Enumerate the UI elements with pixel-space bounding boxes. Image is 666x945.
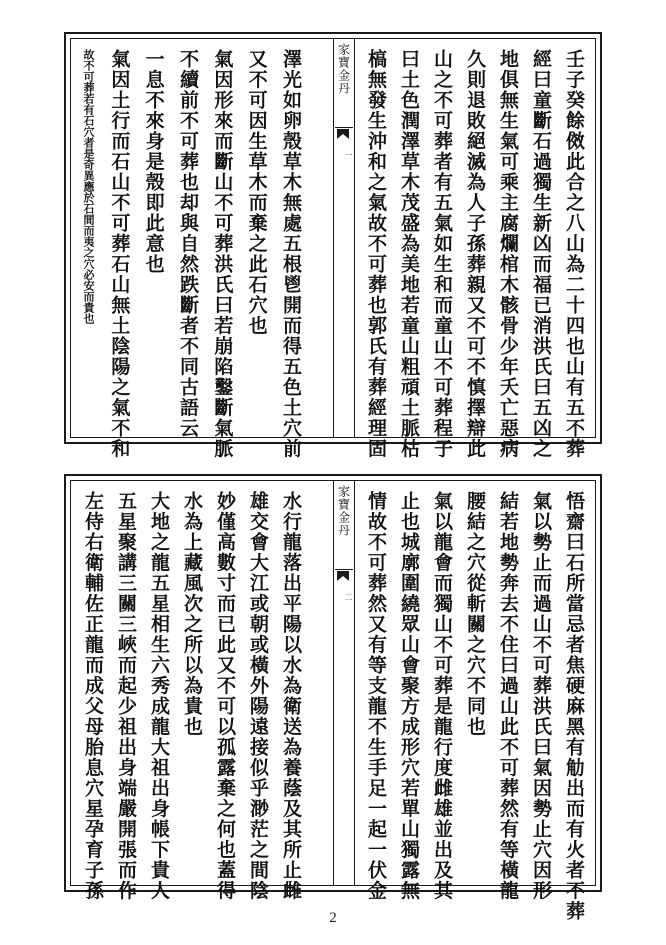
- bottom-page-right-half: [354, 481, 595, 922]
- gutter-rule: [335, 127, 353, 128]
- text-column: 止也城廓圍繞眾山會聚方成形穴若單山獨露無: [398, 491, 420, 901]
- top-page-left-half: [71, 39, 312, 459]
- text-column: 情故不可葬然又有等支龍不生手足一起一伏金: [365, 491, 387, 901]
- folio-number: 一: [344, 151, 353, 159]
- book-title: 家寶金丹: [336, 43, 351, 95]
- text-column: 水為上藏風次之所以為貴也: [181, 491, 203, 737]
- fishtail-icon: [337, 129, 349, 139]
- text-column: 氣以龍會而獨山不可葬是龍行度雌雄並出及其: [431, 491, 453, 901]
- text-column: 氣因形來而斷山不可葬洪氏曰若崩陷鑿斷氣脈: [211, 49, 234, 459]
- text-column: 山之不可葬者有五氣如生和而童山不可葬程子: [431, 49, 453, 459]
- top-page-right-half: [354, 39, 595, 459]
- page-number: 2: [329, 910, 337, 926]
- text-column: 結若地勢奔去不住曰過山此不可葬然有等橫龍: [497, 491, 519, 901]
- text-column: 五星聚講三關三峽而起少祖出身端嚴開張而作: [115, 491, 137, 901]
- text-column: 又不可因生草木而棄之此石穴也: [245, 49, 268, 336]
- text-column: 壬子癸餘傚此合之八山為二十四也山有五不葬: [563, 49, 585, 459]
- book-title: 家寶金丹: [336, 485, 351, 537]
- text-column: 槁無發生沖和之氣故不可葬也郭氏有葬經理固: [365, 49, 387, 459]
- text-column: 水行龍落出平陽以水為衛送為養蔭及其所止雌: [280, 491, 302, 901]
- text-column: 氣因土行而石山不可葬石山無土陰陽之氣不和: [108, 49, 131, 459]
- text-column: 曰土色潤澤草木茂盛為美地若童山粗頑土脈枯: [398, 49, 420, 459]
- text-column: 一息不來身是殼即此意也: [142, 49, 165, 275]
- bottom-page-panel: [64, 474, 602, 922]
- bottom-center-gutter: [333, 481, 355, 885]
- text-column small-note: 故不可葬若有石穴者是奇異應於石間而夷之穴必安而貴也: [82, 49, 95, 324]
- text-column: 經曰童斷石過獨生新凶而福已消洪氏曰五凶之: [530, 49, 552, 459]
- text-column: 妙僅高數寸而已此又不可以孤露棄之何也蓋得: [214, 491, 236, 901]
- text-column: 大地之龍五星相生六秀成龍大祖出身帳下貴人: [148, 491, 170, 901]
- text-column: 悟齋曰石所當忌者焦硬麻黑有觔出而有火者不葬: [563, 491, 585, 922]
- bottom-page-left-half: [71, 481, 312, 901]
- text-column: 久則退敗絕滅為人子孫葬親又不可不慎擇辯此: [464, 49, 486, 459]
- text-column: 澤光如卵殼草木無處五根鬯開而得五色土穴前: [279, 49, 302, 459]
- folio-number: 二: [344, 593, 353, 601]
- top-page-frame: [70, 38, 596, 459]
- top-center-gutter: [333, 39, 355, 437]
- top-page-panel: [64, 32, 602, 459]
- text-column: 左侍右衛輔佐正龍而成父母胎息穴星孕育子孫: [82, 491, 104, 901]
- text-column: 不續前不可葬也却與自然跌斷者不同古語云: [176, 49, 199, 439]
- text-column: 雄交會大江或朝或橫外陽遠接似乎渺茫之間陰: [247, 491, 269, 901]
- text-column: 腰結之穴從斬關之穴不同也: [464, 491, 486, 737]
- text-column: 氣以勢止而過山不可葬洪氏曰氣因勢止穴因形: [530, 491, 552, 901]
- gutter-rule: [335, 569, 353, 570]
- bottom-page-frame: [70, 480, 596, 922]
- text-column: 地俱無生氣可乘主腐爛棺木骸骨少年夭亡惡病: [497, 49, 519, 459]
- fishtail-icon: [337, 571, 349, 581]
